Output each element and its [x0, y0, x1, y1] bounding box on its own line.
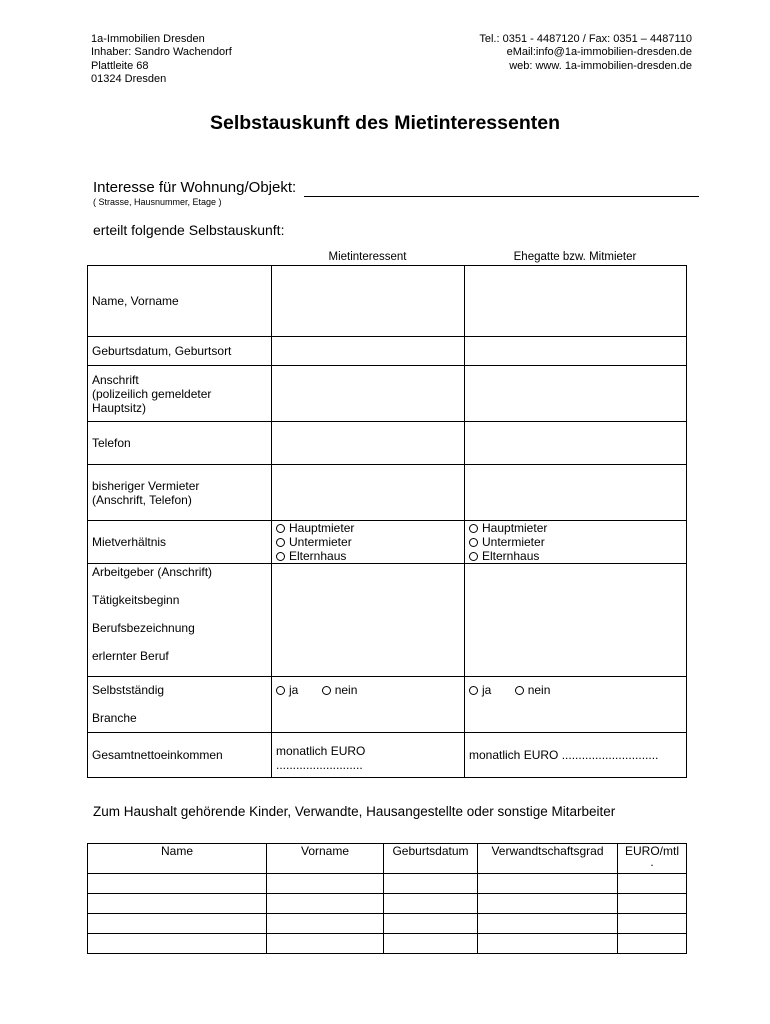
table-cell[interactable]	[384, 914, 478, 934]
row-label	[88, 366, 272, 422]
row-label	[88, 465, 272, 521]
row-label-line: Hauptsitz)	[92, 400, 147, 415]
col-header-income-line: EURO/mtl	[625, 844, 679, 858]
table-cell[interactable]	[384, 894, 478, 914]
input-cell[interactable]	[272, 564, 465, 677]
table-cell[interactable]	[618, 874, 687, 894]
company-address	[91, 33, 232, 86]
yes-no-partner	[465, 677, 687, 733]
tenancy-options-applicant	[272, 521, 465, 564]
radio-option[interactable]	[276, 535, 460, 549]
table-cell[interactable]	[478, 914, 618, 934]
col-header-name: Name	[88, 844, 267, 874]
page-title: Selbstauskunft des Mietinteressenten	[209, 112, 560, 134]
table-row	[88, 521, 687, 564]
row-label: Name, Vorname	[88, 266, 272, 337]
input-cell[interactable]	[465, 465, 687, 521]
table-cell[interactable]	[88, 914, 267, 934]
radio-circle-icon[interactable]	[469, 686, 478, 695]
row-label-line: Arbeitgeber (Anschrift)	[92, 565, 213, 579]
contact-web: web: www. 1a-immobilien-dresden.de	[509, 59, 692, 72]
row-label-line: Anschrift	[92, 372, 139, 387]
table-row	[88, 366, 687, 422]
table-cell[interactable]	[88, 874, 267, 894]
company-street: Plattleite 68	[91, 59, 149, 72]
option-label: Elternhaus	[289, 549, 347, 563]
row-label-line: Berufsbezeichnung	[92, 621, 195, 635]
table-cell[interactable]	[384, 874, 478, 894]
row-label: Telefon	[88, 422, 272, 465]
interest-input-line[interactable]	[304, 196, 699, 197]
input-cell[interactable]	[272, 337, 465, 366]
table-cell[interactable]	[88, 894, 267, 914]
radio-option[interactable]	[276, 521, 460, 535]
interest-label: Interesse für Wohnung/Objekt:	[93, 179, 297, 196]
row-label-line: Selbstständig	[92, 683, 165, 697]
table-cell[interactable]	[618, 934, 687, 954]
radio-option[interactable]	[276, 549, 460, 563]
table-cell[interactable]	[618, 914, 687, 934]
table-row	[88, 934, 687, 954]
col-header-relation: Verwandtschaftsgrad	[478, 844, 618, 874]
table-header-row	[88, 844, 687, 874]
row-label: Gesamtnettoeinkommen	[88, 733, 272, 778]
income-dots: ..........................	[276, 758, 363, 772]
row-label	[88, 564, 272, 677]
input-cell[interactable]	[465, 564, 687, 677]
input-cell[interactable]	[272, 366, 465, 422]
option-label: Hauptmieter	[289, 521, 355, 535]
col-header-partner: Ehegatte bzw. Mitmieter	[513, 251, 637, 263]
table-cell[interactable]	[267, 894, 384, 914]
household-heading: Zum Haushalt gehörende Kinder, Verwandte, Hausangestellte oder sonstige Mitarbeiter	[93, 804, 616, 819]
table-row	[88, 266, 687, 337]
radio-option[interactable]	[469, 535, 682, 549]
row-label: Geburtsdatum, Geburtsort	[88, 337, 272, 366]
yes-no-options	[276, 683, 460, 697]
radio-option[interactable]	[322, 683, 358, 697]
col-header-applicant: Mietinteressent	[328, 251, 407, 263]
radio-circle-icon[interactable]	[276, 524, 285, 533]
input-cell[interactable]	[465, 337, 687, 366]
radio-option[interactable]	[276, 683, 298, 697]
table-cell[interactable]	[478, 934, 618, 954]
option-label: ja	[482, 683, 492, 697]
option-label: Untermieter	[482, 535, 545, 549]
row-label-line: bisheriger Vermieter	[92, 478, 200, 493]
tenancy-options-partner	[465, 521, 687, 564]
radio-circle-icon[interactable]	[469, 538, 478, 547]
yes-no-applicant	[272, 677, 465, 733]
radio-circle-icon[interactable]	[469, 524, 478, 533]
radio-option[interactable]	[515, 683, 551, 697]
table-row	[88, 874, 687, 894]
income-cell-partner[interactable]	[465, 733, 687, 778]
input-cell[interactable]	[465, 366, 687, 422]
col-header-birthdate: Geburtsdatum	[384, 844, 478, 874]
radio-option[interactable]	[469, 521, 682, 535]
input-cell[interactable]	[465, 422, 687, 465]
option-label: Hauptmieter	[482, 521, 548, 535]
table-row	[88, 337, 687, 366]
contact-phone: Tel.: 0351 - 4487120 / Fax: 0351 – 4487110	[479, 33, 692, 45]
row-label-line: erlernter Beruf	[92, 649, 169, 663]
col-header-firstname: Vorname	[267, 844, 384, 874]
yes-no-options	[469, 683, 682, 697]
row-label-line: Branche	[92, 711, 137, 725]
input-cell[interactable]	[465, 266, 687, 337]
input-cell[interactable]	[272, 422, 465, 465]
row-label: Mietverhältnis	[88, 521, 272, 564]
table-row	[88, 914, 687, 934]
row-label	[88, 677, 272, 733]
company-contact	[479, 33, 692, 73]
interest-hint: ( Strasse, Hausnummer, Etage )	[93, 197, 222, 207]
input-cell[interactable]	[272, 465, 465, 521]
row-label-line: Tätigkeitsbeginn	[92, 593, 180, 607]
table-cell[interactable]	[267, 874, 384, 894]
option-label: Untermieter	[289, 535, 352, 549]
table-cell[interactable]	[267, 934, 384, 954]
table-cell[interactable]	[88, 934, 267, 954]
table-row	[88, 894, 687, 914]
col-header-income-dot: .	[650, 855, 654, 869]
col-header-income	[618, 844, 687, 874]
table-cell[interactable]	[267, 914, 384, 934]
radio-circle-icon[interactable]	[276, 552, 285, 561]
company-owner: Inhaber: Sandro Wachendorf	[91, 46, 232, 59]
self-disclosure-table	[87, 265, 687, 778]
table-row	[88, 733, 687, 778]
input-cell[interactable]	[272, 266, 465, 337]
household-table	[87, 843, 687, 954]
table-row	[88, 677, 687, 733]
radio-circle-icon[interactable]	[515, 686, 524, 695]
intro-text: erteilt folgende Selbstauskunft:	[93, 222, 285, 238]
option-label: ja	[289, 683, 299, 697]
option-label: nein	[334, 683, 358, 697]
contact-email: eMail:info@1a-immobilien-dresden.de	[506, 46, 692, 59]
income-cell-applicant[interactable]	[272, 733, 465, 778]
table-cell[interactable]	[384, 934, 478, 954]
row-label-line: (polizeilich gemeldeter	[92, 386, 212, 401]
radio-circle-icon[interactable]	[276, 686, 285, 695]
company-city: 01324 Dresden	[91, 72, 167, 85]
radio-circle-icon[interactable]	[322, 686, 331, 695]
table-row	[88, 465, 687, 521]
option-label: nein	[527, 683, 551, 697]
income-label: monatlich EURO .............................	[469, 748, 659, 762]
radio-circle-icon[interactable]	[276, 538, 285, 547]
table-cell[interactable]	[478, 894, 618, 914]
income-label: monatlich EURO	[276, 744, 366, 758]
radio-circle-icon[interactable]	[469, 552, 478, 561]
table-row	[88, 422, 687, 465]
radio-option[interactable]	[469, 683, 491, 697]
table-cell[interactable]	[478, 874, 618, 894]
row-label-line: (Anschrift, Telefon)	[92, 492, 192, 507]
radio-option[interactable]	[469, 549, 682, 563]
company-name: 1a-Immobilien Dresden	[91, 33, 205, 45]
table-cell[interactable]	[618, 894, 687, 914]
table-row	[88, 564, 687, 677]
option-label: Elternhaus	[482, 549, 540, 563]
